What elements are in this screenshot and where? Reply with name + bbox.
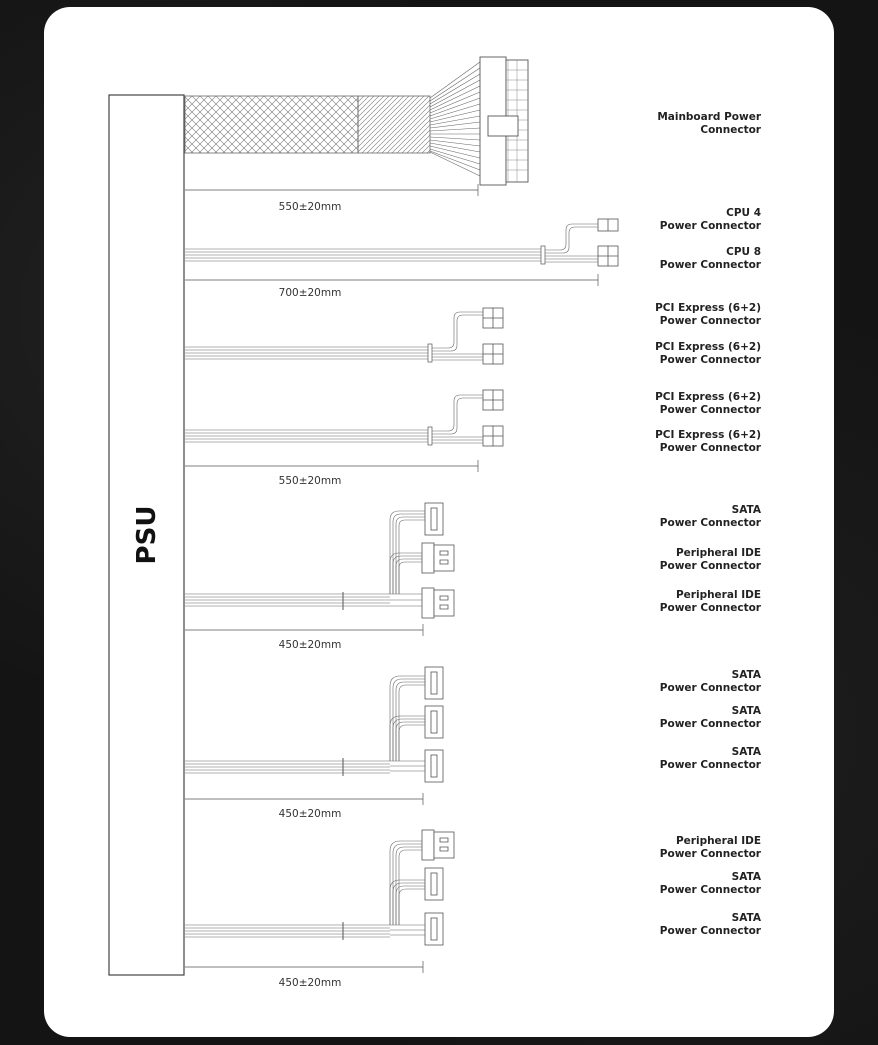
cable-wires xyxy=(185,249,545,261)
ide-connector xyxy=(422,543,454,573)
dimension-mainboard xyxy=(185,184,478,196)
dimension-pcie xyxy=(185,460,478,472)
length-label: 550±20mm xyxy=(278,201,342,213)
connector-label: Peripheral IDE Power Connector xyxy=(659,835,761,860)
sata-connector xyxy=(425,503,443,535)
cable-pcie xyxy=(185,308,503,487)
psu-label: PSU xyxy=(132,505,162,565)
sata-connector xyxy=(425,913,443,945)
connector-label: SATA Power Connector xyxy=(659,912,761,937)
length-label: 450±20mm xyxy=(278,639,342,651)
pcie-connector xyxy=(483,426,503,446)
connector-label: Peripheral IDE Power Connector xyxy=(659,547,761,572)
connector-labels xyxy=(655,111,762,937)
length-label: 700±20mm xyxy=(278,287,342,299)
cpu4-connector xyxy=(598,219,618,231)
cpu8-connector xyxy=(598,246,618,266)
connector-label: SATA Power Connector xyxy=(659,669,761,694)
mainboard-connector xyxy=(480,57,528,185)
dimension-cpu xyxy=(185,274,598,286)
length-label: 550±20mm xyxy=(278,475,342,487)
length-label: 450±20mm xyxy=(278,808,342,820)
split-wires xyxy=(545,224,598,262)
dimension-ide-sata-3 xyxy=(185,961,423,973)
sata-connector xyxy=(425,706,443,738)
pcie-connector xyxy=(483,308,503,328)
length-label: 450±20mm xyxy=(278,977,342,989)
connector-label: Mainboard Power Connector xyxy=(657,111,761,136)
ide-connector xyxy=(422,588,454,618)
cable-mainboard xyxy=(185,57,528,213)
connector-label: PCI Express (6+2) Power Connector xyxy=(655,341,761,366)
cable-cpu xyxy=(185,219,618,299)
connector-label: CPU 4 Power Connector xyxy=(659,207,761,232)
split-sleeve xyxy=(541,246,545,264)
dimension-sata-2 xyxy=(185,793,423,805)
connector-label: PCI Express (6+2) Power Connector xyxy=(655,391,761,416)
sata-connector xyxy=(425,667,443,699)
connector-label: CPU 8 Power Connector xyxy=(659,246,761,271)
connector-label: SATA Power Connector xyxy=(659,705,761,730)
connector-label: SATA Power Connector xyxy=(659,504,761,529)
connector-label: Peripheral IDE Power Connector xyxy=(659,589,761,614)
connector-label: PCI Express (6+2) Power Connector xyxy=(655,429,761,454)
cable-sata-2 xyxy=(185,667,443,820)
fan-out-wires xyxy=(430,62,480,176)
connector-label: SATA Power Connector xyxy=(659,746,761,771)
pcie-connector xyxy=(483,390,503,410)
cable-ide-sata-3 xyxy=(185,830,454,989)
pcie-connector xyxy=(483,344,503,364)
sata-connector xyxy=(425,750,443,782)
connector-label: SATA Power Connector xyxy=(659,871,761,896)
heatshrink xyxy=(358,96,430,153)
cable-sata-ide-1 xyxy=(185,503,454,651)
mesh-sleeve xyxy=(185,96,358,153)
pcie-bundle-1 xyxy=(185,308,503,364)
ide-connector xyxy=(422,830,454,860)
sata-connector xyxy=(425,868,443,900)
pcie-bundle-2 xyxy=(185,390,503,446)
connector-label: PCI Express (6+2) Power Connector xyxy=(655,302,761,327)
dimension-sata-ide-1 xyxy=(185,624,423,636)
